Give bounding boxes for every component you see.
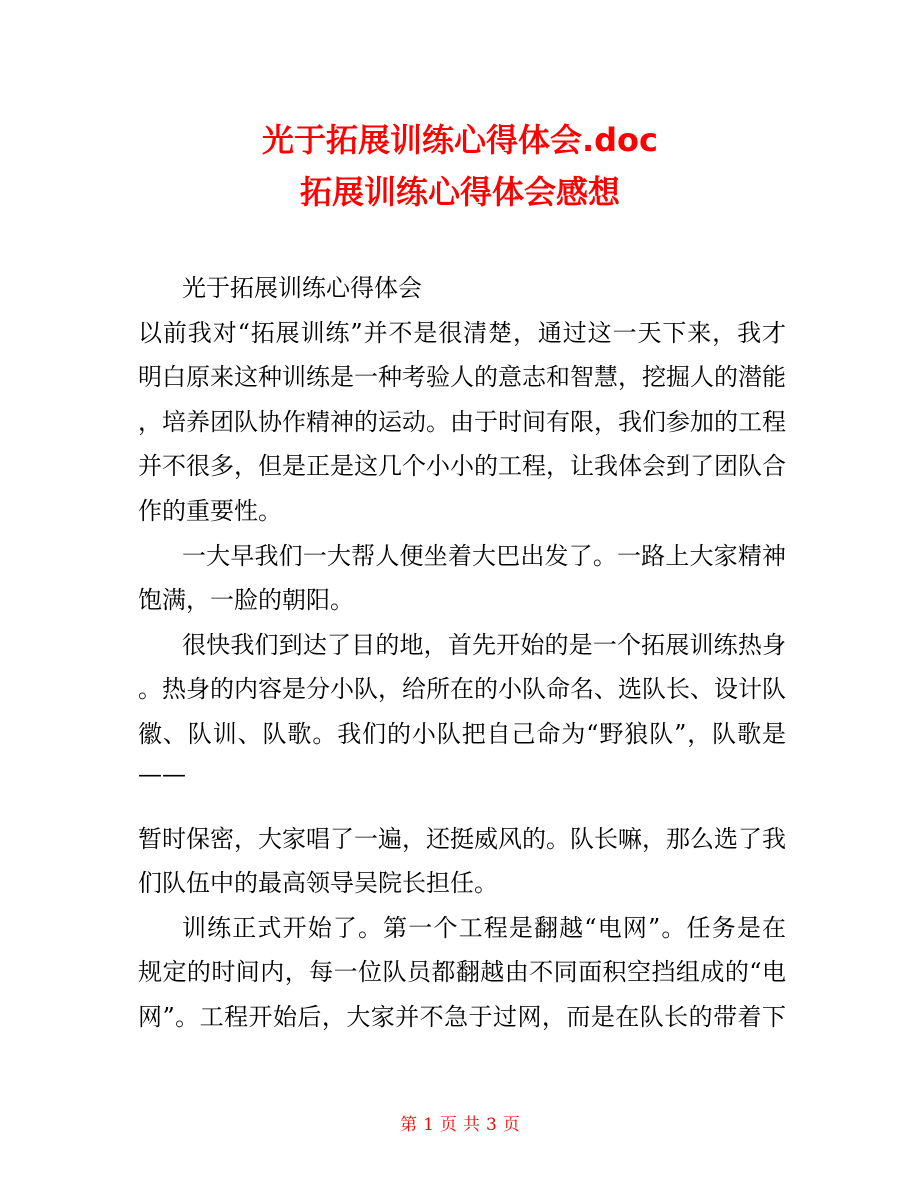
body-line: 暂时保密，大家唱了一遍，还挺威风的。队长嘛，那么选了我 <box>138 824 786 853</box>
body-line: 一大早我们一大帮人便坐着大巴出发了。一路上大家精神 <box>182 541 786 570</box>
body-line: ，培养团队协作精神的运动。由于时间有限，我们参加的工程 <box>138 407 786 436</box>
document-title-line2: 拓展训练心得体会感想 <box>299 173 620 211</box>
page-total: 3 <box>486 1115 497 1135</box>
document-body <box>138 266 786 1040</box>
body-line: 作的重要性。 <box>138 496 282 525</box>
footer-word: 共 <box>463 1115 480 1135</box>
footer-word: 第 <box>400 1115 418 1135</box>
body-line: 们队伍中的最高领导吴院长担任。 <box>138 869 498 898</box>
page-footer <box>0 1113 920 1137</box>
body-line: 规定的时间内，每一位队员都翻越由不同面积空挡组成的“电 <box>138 958 786 987</box>
body-line: 饱满，一脸的朝阳。 <box>138 586 354 615</box>
body-line: 很快我们到达了目的地，首先开始的是一个拓展训练热身 <box>182 630 786 659</box>
document-title-line1: 光于拓展训练心得体会.doc <box>261 121 659 159</box>
body-line: 光于拓展训练心得体会 <box>182 274 422 302</box>
body-line: 徽、队训、队歌。我们的小队把自己命为“野狼队”，队歌是 <box>138 719 786 748</box>
footer-word: 页 <box>440 1115 457 1135</box>
body-line: 明白原来这种训练是一种考验人的意志和智慧，挖掘人的潜能 <box>138 363 786 392</box>
body-line: 以前我对“拓展训练”并不是很清楚，通过这一天下来，我才 <box>138 318 786 347</box>
body-line-dash: —— <box>138 759 186 788</box>
body-line: 并不很多，但是正是这几个小小的工程，让我体会到了团队合 <box>138 452 786 481</box>
footer-word: 页 <box>502 1115 520 1135</box>
body-line: 。热身的内容是分小队，给所在的小队命名、选队长、设计队 <box>138 675 786 704</box>
page-number: 1 <box>423 1115 434 1135</box>
body-line: 网”。工程开始后，大家并不急于过网，而是在队长的带着下 <box>138 1002 786 1031</box>
body-line: 训练正式开始了。第一个工程是翻越“电网”。任务是在 <box>182 913 786 942</box>
